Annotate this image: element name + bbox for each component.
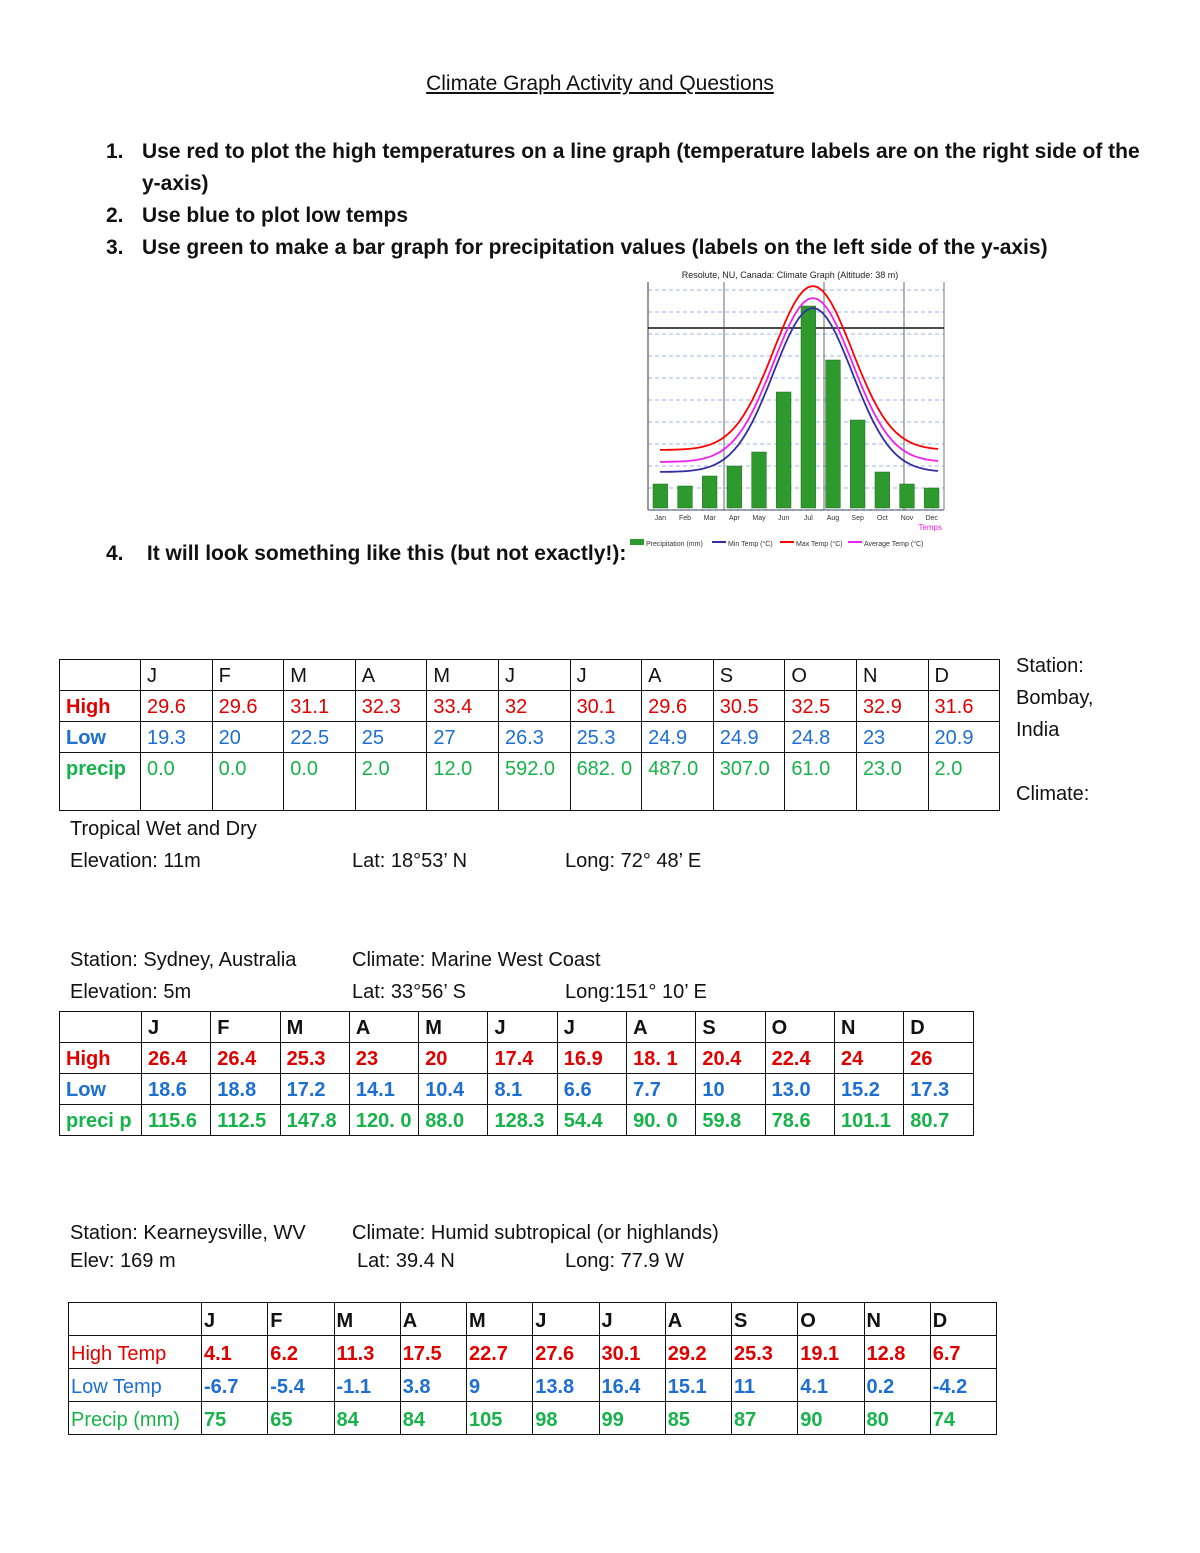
value-cell: 18.6 [142, 1074, 211, 1105]
value-cell: 0.0 [141, 753, 213, 811]
value-cell: 32 [498, 691, 570, 722]
row-label-cell: High [60, 691, 141, 722]
value-cell: 16.9 [557, 1043, 626, 1074]
value-cell: 26 [904, 1043, 973, 1074]
precip-bar [653, 484, 668, 508]
table-row-low [60, 1074, 974, 1105]
value-cell: 54.4 [557, 1105, 626, 1136]
question-4 [106, 542, 626, 566]
value-cell: 32.3 [355, 691, 427, 722]
month-header-cell: J [498, 660, 570, 691]
value-cell: 6.2 [268, 1336, 334, 1369]
example-climate-graph [612, 268, 968, 552]
month-header-cell: J [599, 1303, 665, 1336]
precip-bar [727, 466, 742, 508]
value-cell: 30.1 [570, 691, 642, 722]
value-cell: 3.8 [400, 1369, 466, 1402]
month-header-cell: A [400, 1303, 466, 1336]
value-cell: 2.0 [928, 753, 1000, 811]
precip-bar [801, 306, 816, 508]
month-header-cell: D [930, 1303, 996, 1336]
value-cell: 30.1 [599, 1336, 665, 1369]
question-number: 4. [106, 542, 124, 565]
value-cell: 19.1 [798, 1336, 864, 1369]
table-row-precip [60, 753, 1000, 811]
month-label: Feb [678, 515, 692, 522]
sydney-lat: Lat: 33°56’ S [352, 981, 467, 1003]
value-cell: 11.3 [334, 1336, 400, 1369]
value-cell: 0.0 [212, 753, 284, 811]
value-cell: 29.6 [212, 691, 284, 722]
value-cell: 147.8 [280, 1105, 349, 1136]
table-row-low [69, 1369, 997, 1402]
month-header-cell: A [355, 660, 427, 691]
month-header-cell: D [928, 660, 1000, 691]
value-cell: 0.2 [864, 1369, 930, 1402]
value-cell: 487.0 [642, 753, 714, 811]
question-text: Use blue to plot low temps [142, 204, 409, 227]
row-label-cell: High Temp [69, 1336, 202, 1369]
value-cell: 11 [732, 1369, 798, 1402]
sydney-elevation: Elevation: 5m [70, 981, 192, 1003]
month-header-cell: D [904, 1012, 973, 1043]
legend-avg: Average Temp (°C) [864, 541, 924, 548]
question-text: It will look something like this (but not exactly!): [146, 542, 627, 565]
month-header-cell: J [570, 660, 642, 691]
value-cell: 25.3 [280, 1043, 349, 1074]
precip-bar [776, 392, 791, 508]
row-label-cell: Low Temp [69, 1369, 202, 1402]
month-header-cell: S [732, 1303, 798, 1336]
legend-precip: Precipitation (mm) [646, 541, 703, 548]
value-cell: 307.0 [713, 753, 785, 811]
value-cell: 78.6 [765, 1105, 834, 1136]
legend-precip-swatch [630, 539, 644, 545]
value-cell: 24.8 [785, 722, 857, 753]
sydney-climate: Climate: Marine West Coast [352, 949, 601, 971]
month-header-cell: J [488, 1012, 557, 1043]
value-cell: 112.5 [211, 1105, 280, 1136]
value-cell: 75 [202, 1402, 268, 1435]
month-label: Dec [925, 515, 938, 522]
value-cell: 13.8 [533, 1369, 599, 1402]
value-cell: 12.8 [864, 1336, 930, 1369]
question-list [100, 136, 1140, 264]
month-label: Mar [703, 515, 716, 522]
temps-label: Temps [918, 523, 942, 532]
month-header-cell: F [268, 1303, 334, 1336]
station-name-line2: India [1016, 719, 1060, 741]
month-label: Nov [900, 515, 914, 522]
value-cell: 90. 0 [627, 1105, 696, 1136]
value-cell: -5.4 [268, 1369, 334, 1402]
month-label: Sep [851, 515, 864, 522]
value-cell: 12.0 [427, 753, 499, 811]
value-cell: 29.2 [665, 1336, 731, 1369]
value-cell: 6.6 [557, 1074, 626, 1105]
value-cell: 4.1 [798, 1369, 864, 1402]
sydney-station: Station: Sydney, Australia [70, 949, 297, 971]
value-cell: 24.9 [713, 722, 785, 753]
value-cell: 17.4 [488, 1043, 557, 1074]
kearneysville-lat: Lat: 39.4 N [357, 1250, 455, 1272]
month-header-cell: O [798, 1303, 864, 1336]
question-2 [100, 200, 1140, 232]
question-text: Use red to plot the high temperatures on a line graph (temperature labels are on the right side of the y-axis) [142, 140, 1140, 195]
value-cell: 31.1 [284, 691, 356, 722]
value-cell: 80.7 [904, 1105, 973, 1136]
value-cell: 32.9 [856, 691, 928, 722]
month-header-cell: N [834, 1012, 903, 1043]
month-header-cell: J [141, 660, 213, 691]
month-header-cell: J [142, 1012, 211, 1043]
station-name-line1: Bombay, [1016, 687, 1094, 709]
value-cell: 17.5 [400, 1336, 466, 1369]
month-label: Oct [876, 515, 888, 522]
value-cell: 61.0 [785, 753, 857, 811]
bombay-elevation: Elevation: 11m [70, 850, 201, 872]
month-header-cell: F [211, 1012, 280, 1043]
value-cell: 85 [665, 1402, 731, 1435]
month-header-cell: S [713, 660, 785, 691]
table-row-low [60, 722, 1000, 753]
value-cell: 9 [467, 1369, 533, 1402]
month-header-cell: J [533, 1303, 599, 1336]
value-cell: 13.0 [765, 1074, 834, 1105]
value-cell: 682. 0 [570, 753, 642, 811]
value-cell: -6.7 [202, 1369, 268, 1402]
table-header-row [69, 1303, 997, 1336]
table-row-precip [60, 1105, 974, 1136]
value-cell: 74 [930, 1402, 996, 1435]
value-cell: 22.7 [467, 1336, 533, 1369]
legend-min: Min Temp (°C) [728, 541, 773, 548]
value-cell: 32.5 [785, 691, 857, 722]
value-cell: 20 [212, 722, 284, 753]
value-cell: -1.1 [334, 1369, 400, 1402]
value-cell: 19.3 [141, 722, 213, 753]
kearneysville-climate-table [68, 1302, 997, 1435]
value-cell: 27.6 [533, 1336, 599, 1369]
value-cell: 87 [732, 1402, 798, 1435]
station-label: Station: [1016, 655, 1084, 677]
header-blank-cell [60, 1012, 142, 1043]
value-cell: 84 [334, 1402, 400, 1435]
value-cell: 24 [834, 1043, 903, 1074]
row-label-cell: Low [60, 1074, 142, 1105]
value-cell: 17.3 [904, 1074, 973, 1105]
header-blank-cell [69, 1303, 202, 1336]
value-cell: 0.0 [284, 753, 356, 811]
month-header-cell: M [284, 660, 356, 691]
header-blank-cell [60, 660, 141, 691]
month-header-cell: S [696, 1012, 765, 1043]
row-label-cell: preci p [60, 1105, 142, 1136]
month-label: Apr [728, 515, 740, 522]
question-text: Use green to make a bar graph for precipitation values (labels on the left side of the y-axis) [142, 236, 1048, 259]
kearneysville-station: Station: Kearneysville, WV [70, 1222, 306, 1244]
month-header-cell: A [665, 1303, 731, 1336]
value-cell: 592.0 [498, 753, 570, 811]
value-cell: 105 [467, 1402, 533, 1435]
table-row-high [69, 1336, 997, 1369]
precip-bar [678, 486, 693, 508]
month-header-cell: M [419, 1012, 488, 1043]
table-header-row [60, 660, 1000, 691]
value-cell: 18.8 [211, 1074, 280, 1105]
month-header-cell: F [212, 660, 284, 691]
value-cell: 6.7 [930, 1336, 996, 1369]
month-label: May [752, 515, 766, 522]
value-cell: 7.7 [627, 1074, 696, 1105]
value-cell: 26.4 [211, 1043, 280, 1074]
bombay-station-info [1016, 650, 1136, 810]
row-label-cell: precip [60, 753, 141, 811]
month-header-cell: M [280, 1012, 349, 1043]
value-cell: 80 [864, 1402, 930, 1435]
value-cell: 25.3 [570, 722, 642, 753]
month-header-cell: A [349, 1012, 418, 1043]
value-cell: 25 [355, 722, 427, 753]
value-cell: 16.4 [599, 1369, 665, 1402]
value-cell: 128.3 [488, 1105, 557, 1136]
precip-bar [900, 484, 915, 508]
value-cell: 27 [427, 722, 499, 753]
month-header-cell: O [765, 1012, 834, 1043]
table-header-row [60, 1012, 974, 1043]
value-cell: 59.8 [696, 1105, 765, 1136]
value-cell: 24.9 [642, 722, 714, 753]
row-label-cell: Precip (mm) [69, 1402, 202, 1435]
kearneysville-elevation: Elev: 169 m [70, 1250, 176, 1272]
value-cell: 2.0 [355, 753, 427, 811]
month-header-cell: A [642, 660, 714, 691]
value-cell: 26.3 [498, 722, 570, 753]
legend-max: Max Temp (°C) [796, 541, 843, 548]
value-cell: 101.1 [834, 1105, 903, 1136]
value-cell: 14.1 [349, 1074, 418, 1105]
value-cell: 29.6 [642, 691, 714, 722]
month-label: Jun [778, 515, 790, 522]
precip-bar [702, 476, 717, 508]
table-row-high [60, 691, 1000, 722]
value-cell: 65 [268, 1402, 334, 1435]
row-label-cell: High [60, 1043, 142, 1074]
value-cell: 30.5 [713, 691, 785, 722]
value-cell: 23 [856, 722, 928, 753]
value-cell: 4.1 [202, 1336, 268, 1369]
month-header-cell: M [334, 1303, 400, 1336]
value-cell: 23 [349, 1043, 418, 1074]
question-number: 3. [106, 236, 124, 259]
example-chart-title: Resolute, NU, Canada: Climate Graph (Altitude: 38 m) [681, 270, 899, 280]
month-header-cell: N [864, 1303, 930, 1336]
value-cell: 17.2 [280, 1074, 349, 1105]
kearneysville-climate: Climate: Humid subtropical (or highlands) [352, 1222, 719, 1244]
value-cell: -4.2 [930, 1369, 996, 1402]
bombay-climate: Tropical Wet and Dry [70, 818, 257, 840]
month-header-cell: J [557, 1012, 626, 1043]
month-label: Aug [826, 515, 840, 522]
value-cell: 29.6 [141, 691, 213, 722]
value-cell: 33.4 [427, 691, 499, 722]
page-title: Climate Graph Activity and Questions [426, 72, 774, 95]
value-cell: 31.6 [928, 691, 1000, 722]
value-cell: 99 [599, 1402, 665, 1435]
precip-bar [752, 452, 767, 508]
precip-bar [826, 360, 841, 508]
value-cell: 23.0 [856, 753, 928, 811]
value-cell: 15.2 [834, 1074, 903, 1105]
month-header-cell: M [467, 1303, 533, 1336]
value-cell: 8.1 [488, 1074, 557, 1105]
question-number: 1. [106, 140, 124, 163]
month-label: Jan [654, 515, 666, 522]
value-cell: 90 [798, 1402, 864, 1435]
value-cell: 120. 0 [349, 1105, 418, 1136]
value-cell: 88.0 [419, 1105, 488, 1136]
row-label-cell: Low [60, 722, 141, 753]
value-cell: 10 [696, 1074, 765, 1105]
value-cell: 98 [533, 1402, 599, 1435]
bombay-climate-table [59, 659, 1000, 811]
sydney-long: Long:151° 10’ E [565, 981, 707, 1003]
value-cell: 20.4 [696, 1043, 765, 1074]
table-row-precip [69, 1402, 997, 1435]
value-cell: 84 [400, 1402, 466, 1435]
value-cell: 20 [419, 1043, 488, 1074]
bombay-lat: Lat: 18°53’ N [352, 850, 468, 872]
climate-label: Climate: [1016, 783, 1090, 805]
value-cell: 26.4 [142, 1043, 211, 1074]
month-header-cell: J [202, 1303, 268, 1336]
precip-bar [850, 420, 865, 508]
value-cell: 10.4 [419, 1074, 488, 1105]
value-cell: 15.1 [665, 1369, 731, 1402]
month-label: Jul [803, 515, 813, 522]
month-header-cell: O [785, 660, 857, 691]
value-cell: 18. 1 [627, 1043, 696, 1074]
table-row-high [60, 1043, 974, 1074]
precip-bar [875, 472, 890, 508]
bombay-long: Long: 72° 48’ E [565, 850, 702, 872]
question-3 [100, 232, 1140, 264]
month-header-cell: N [856, 660, 928, 691]
sydney-climate-table [59, 1011, 974, 1136]
question-1 [100, 136, 1140, 200]
precip-bar [924, 488, 939, 508]
question-number: 2. [106, 204, 124, 227]
value-cell: 22.4 [765, 1043, 834, 1074]
value-cell: 20.9 [928, 722, 1000, 753]
value-cell: 115.6 [142, 1105, 211, 1136]
month-header-cell: M [427, 660, 499, 691]
month-header-cell: A [627, 1012, 696, 1043]
kearneysville-long: Long: 77.9 W [565, 1250, 684, 1272]
value-cell: 25.3 [732, 1336, 798, 1369]
value-cell: 22.5 [284, 722, 356, 753]
